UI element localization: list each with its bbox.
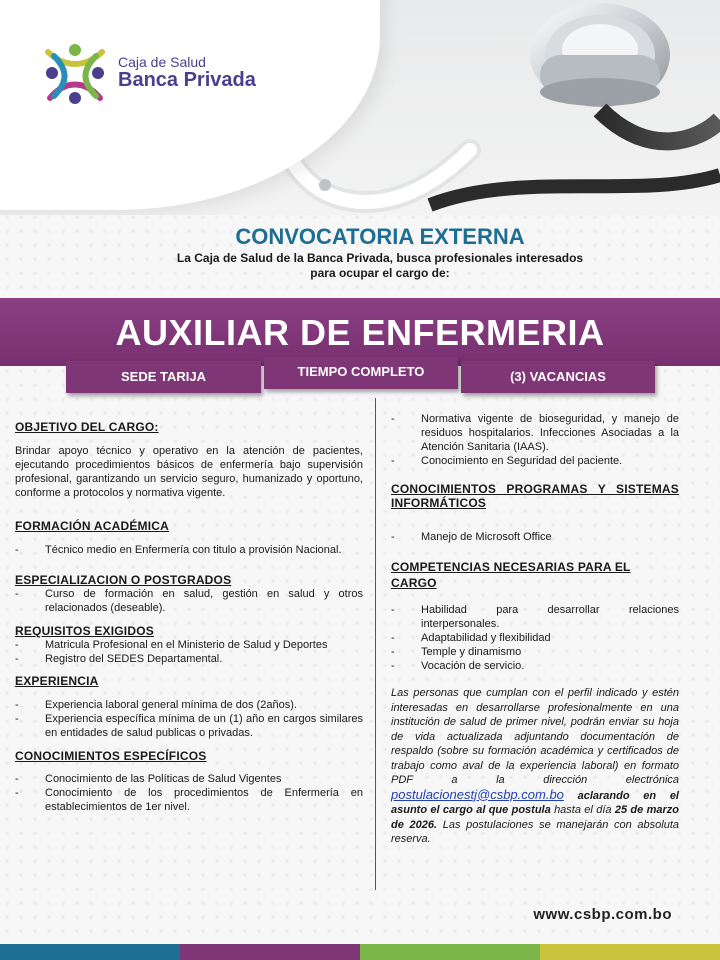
- list-item: - Adaptabilidad y flexibilidad: [391, 631, 679, 645]
- list-item: - Normativa vigente de bioseguridad, y manejo de residuos hospitalarios. Infecciones Asociadas a la Atención Sanitaria (IAAS).: [391, 412, 679, 454]
- sistemas-list: [391, 530, 679, 544]
- right-column: [391, 412, 679, 847]
- color-stripe-green: [360, 944, 540, 960]
- experiencia-list: [15, 698, 363, 740]
- list-item: - Vocación de servicio.: [391, 659, 679, 673]
- competencias-list: [391, 603, 679, 673]
- left-column: [15, 420, 363, 814]
- email-link[interactable]: postulacionestj@csbp.com.bo: [391, 786, 564, 802]
- especializacion-list: [15, 587, 363, 615]
- formacion-list: [15, 543, 363, 557]
- footer-color-bar: [0, 944, 720, 960]
- brand-name-main: Banca Privada: [118, 69, 256, 91]
- objetivo-heading: OBJETIVO DEL CARGO:: [15, 420, 159, 434]
- list-item: - Temple y dinamismo: [391, 645, 679, 659]
- intro-line-2: para ocupar el cargo de:: [310, 266, 450, 280]
- list-item: - Conocimiento de los procedimientos de Enfermería en establecimientos de 1er nivel.: [15, 786, 363, 814]
- header-banner: [0, 0, 720, 215]
- closing-text-2: hasta el día: [554, 804, 612, 816]
- job-title: AUXILIAR DE ENFERMERIA: [115, 312, 605, 353]
- list-item: - Conocimiento de las Políticas de Salud Vigentes: [15, 772, 363, 786]
- tab-location: SEDE TARIJA: [66, 361, 261, 393]
- list-item: - Registro del SEDES Departamental.: [15, 652, 363, 666]
- website-url[interactable]: www.csbp.com.bo: [533, 906, 672, 923]
- list-item: - Manejo de Microsoft Office: [391, 530, 679, 544]
- closing-bold-subject: aclarando en el asunto el cargo al que postula: [391, 789, 679, 816]
- intro-line-1: La Caja de Salud de la Banca Privada, busca profesionales interesados: [176, 251, 584, 265]
- list-item: - Conocimiento en Seguridad del paciente.: [391, 454, 679, 468]
- especializacion-heading: ESPECIALIZACION O POSTGRADOS: [15, 573, 232, 587]
- conocimientos-cont-list: [391, 412, 679, 468]
- experiencia-heading: EXPERIENCIA: [15, 674, 99, 688]
- brand-name-top: Caja de Salud: [118, 54, 206, 70]
- conocimientos-list: [15, 772, 363, 814]
- color-stripe-purple: [180, 944, 360, 960]
- closing-text-3: Las postulaciones se manejarán con absoluta reserva.: [391, 818, 680, 845]
- list-item: - Curso de formación en salud, gestión en salud y otros relacionados (deseable).: [15, 587, 363, 615]
- sistemas-heading: [391, 482, 679, 510]
- requisitos-heading: REQUISITOS EXIGIDOS: [15, 624, 154, 638]
- color-stripe-yellow: [540, 944, 720, 960]
- list-item: - Experiencia específica mínima de un (1) año en cargos similares en entidades de salud publicas o privadas.: [15, 712, 363, 740]
- objetivo-text: Brindar apoyo técnico y operativo en la atención de pacientes, ejecutando procedimientos básicos de enfermería bajo supervisión profesional, garantizando un servicio seguro, humanizado y oportuno, conforme a protocolos y normativa vigente.: [15, 445, 363, 499]
- list-item: - Matricula Profesional en el Ministerio de Salud y Deportes: [15, 638, 363, 652]
- tab-schedule: TIEMPO COMPLETO: [264, 357, 458, 389]
- list-item: - Experiencia laboral general mínima de dos (2años).: [15, 698, 363, 712]
- requisitos-list: [15, 638, 363, 666]
- tab-vacancies: (3) VACANCIAS: [461, 361, 655, 393]
- formacion-heading: FORMACIÓN ACADÉMICA: [15, 519, 170, 533]
- closing-date: 25 de marzo de 2026.: [391, 804, 679, 831]
- column-divider: [375, 398, 376, 890]
- color-stripe-blue: [0, 944, 180, 960]
- intro-text: [0, 251, 720, 281]
- brand-logo-icon: [40, 38, 110, 108]
- sistemas-heading-text: CONOCIMIENTOS PROGRAMAS Y SISTEMAS INFORMÁTICOS: [391, 482, 679, 510]
- closing-paragraph: [391, 686, 679, 847]
- competencias-heading: COMPETENCIAS NECESARIAS PARA EL CARGO: [391, 560, 631, 590]
- list-item: - Técnico medio en Enfermería con titulo a provisión Nacional.: [15, 543, 363, 557]
- conocimientos-heading: CONOCIMIENTOS ESPECÍFICOS: [15, 749, 207, 763]
- list-item: - Habilidad para desarrollar relaciones interpersonales.: [391, 603, 679, 631]
- closing-text-1: Las personas que cumplan con el perfil indicado y estén interesadas en desarrollarse profesionalmente en una institución de salud de primer nivel, podrán enviar su hoja de vida actualizada adjuntando documentación de respaldo (sobre su formación académica y certificados de trabajo como aval de la experiencia laboral) en formato PDF a la dirección electrónica: [391, 687, 679, 786]
- page-title: CONVOCATORIA EXTERNA: [235, 224, 525, 249]
